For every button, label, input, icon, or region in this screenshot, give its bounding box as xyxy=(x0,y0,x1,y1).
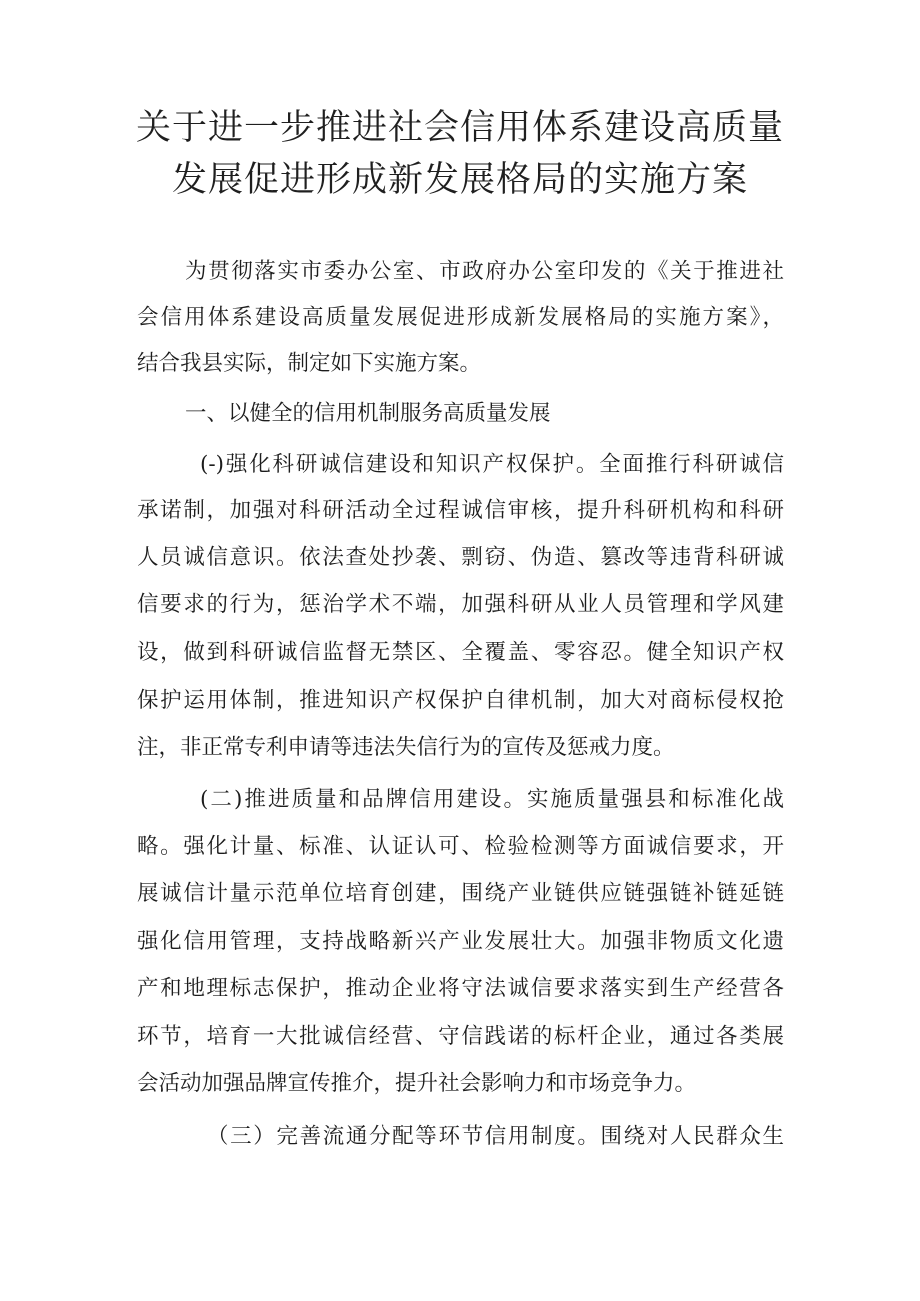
paragraph-2-line: 展诚信计量示范单位培育创建，围绕产业链供应链强链补链延链 xyxy=(137,881,784,906)
document-title-line-1: 关于进一步推进社会信用体系建设高质量 xyxy=(135,108,784,148)
document-title-line-2: 发展促进形成新发展格局的实施方案 xyxy=(171,160,748,200)
paragraph-1-line: 承诺制，加强对科研活动全过程诚信审核，提升科研机构和科研 xyxy=(137,498,784,523)
paragraph-1-line: (-)强化科研诚信建设和知识产权保护。全面推行科研诚信 xyxy=(200,452,784,477)
paragraph-1-line: 人员诚信意识。依法查处抄袭、剽窃、伪造、篡改等违背科研诚 xyxy=(137,545,784,570)
paragraph-3-line: （三）完善流通分配等环节信用制度。围绕对人民群众生 xyxy=(207,1124,784,1149)
intro-line: 为贯彻落实市委办公室、市政府办公室印发的《关于推进社 xyxy=(185,259,784,284)
paragraph-1-line: 保护运用体制，推进知识产权保护自律机制，加大对商标侵权抢 xyxy=(137,688,784,713)
paragraph-2-line: 产和地理标志保护，推动企业将守法诚信要求落实到生产经营各 xyxy=(137,976,784,1001)
paragraph-1-line: 注，非正常专利申请等违法失信行为的宣传及惩戒力度。 xyxy=(137,735,675,760)
section-heading: 一、以健全的信用机制服务高质量发展 xyxy=(185,401,551,426)
paragraph-2-line: (二)推进质量和品牌信用建设。实施质量强县和标准化战 xyxy=(200,787,784,812)
intro-line: 会信用体系建设高质量发展促进形成新发展格局的实施方案》， xyxy=(137,305,784,330)
paragraph-2-line: 强化信用管理，支持战略新兴产业发展壮大。加强非物质文化遗 xyxy=(137,929,784,954)
paragraph-2-line: 环节，培育一大批诚信经营、守信践诺的标杆企业，通过各类展 xyxy=(137,1024,784,1049)
paragraph-1-line: 信要求的行为，惩治学术不端，加强科研从业人员管理和学风建 xyxy=(137,592,784,617)
paragraph-2-line: 会活动加强品牌宣传推介，提升社会影响力和市场竞争力。 xyxy=(137,1071,697,1096)
paragraph-1-line: 设，做到科研诚信监督无禁区、全覆盖、零容忍。健全知识产权 xyxy=(137,640,784,665)
intro-line: 结合我县实际，制定如下实施方案。 xyxy=(137,351,482,376)
paragraph-2-line: 略。强化计量、标准、认证认可、检验检测等方面诚信要求，开 xyxy=(137,834,784,859)
